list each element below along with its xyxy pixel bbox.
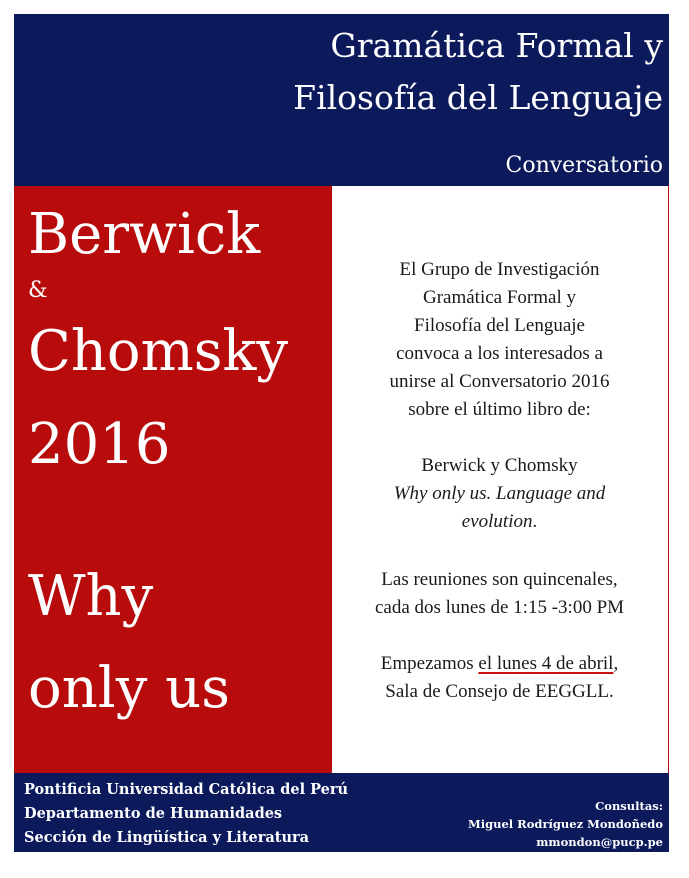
title-line-1: Gramática Formal y bbox=[330, 26, 663, 65]
year: 2016 bbox=[28, 412, 171, 477]
book-title-line-2: only us bbox=[28, 656, 230, 721]
schedule-paragraph bbox=[332, 566, 667, 622]
intro-line: unirse al Conversatorio 2016 bbox=[389, 371, 610, 392]
author-name-2: Chomsky bbox=[28, 319, 289, 384]
start-suffix: , bbox=[613, 653, 619, 674]
contact-label: Consultas: bbox=[595, 799, 663, 813]
intro-line: sobre el último libro de: bbox=[408, 399, 591, 420]
book-title-period: . bbox=[532, 511, 538, 532]
department-name: Departamento de Humanidades bbox=[24, 805, 283, 822]
poster bbox=[14, 14, 669, 852]
right-panel bbox=[332, 186, 669, 773]
intro-paragraph bbox=[332, 256, 667, 424]
start-paragraph bbox=[332, 650, 667, 706]
venue: Sala de Consejo de EEGGLL. bbox=[385, 681, 614, 702]
institution-block bbox=[24, 778, 348, 850]
title-line-2: Filosofía del Lenguaje bbox=[293, 78, 663, 117]
author-name-1: Berwick bbox=[28, 202, 261, 267]
book-reference bbox=[332, 452, 667, 536]
book-title-line-2-wrap bbox=[332, 508, 667, 536]
schedule-line-2: cada dos lunes de 1:15 -3:00 PM bbox=[374, 597, 625, 618]
start-date: el lunes 4 de abril bbox=[478, 653, 614, 674]
intro-line: Gramática Formal y bbox=[422, 287, 576, 308]
contact-name: Miguel Rodríguez Mondoñedo bbox=[467, 817, 663, 831]
intro-line: convoca a los interesados a bbox=[396, 343, 603, 364]
university-name: Pontificia Universidad Católica del Perú bbox=[24, 781, 349, 798]
contact-block bbox=[468, 797, 663, 851]
subtitle: Conversatorio bbox=[505, 153, 663, 178]
left-panel bbox=[14, 186, 332, 773]
footer-banner bbox=[14, 773, 669, 852]
contact-email: mmondon@pucp.pe bbox=[536, 835, 663, 849]
intro-line: El Grupo de Investigación bbox=[399, 259, 600, 280]
start-line bbox=[332, 650, 667, 678]
intro-line: Filosofía del Lenguaje bbox=[414, 315, 585, 336]
schedule-line-1: Las reuniones son quincenales, bbox=[381, 569, 618, 590]
start-prefix: Empezamos bbox=[380, 653, 479, 674]
book-authors: Berwick y Chomsky bbox=[421, 455, 578, 476]
book-title-line-1: Why bbox=[28, 564, 154, 629]
section-name: Sección de Lingüística y Literatura bbox=[24, 829, 310, 846]
ampersand: & bbox=[28, 278, 48, 303]
book-title-line-1-italic: Why only us. Language and bbox=[393, 483, 606, 504]
header-banner bbox=[14, 14, 669, 186]
book-title-line-2-italic: evolution bbox=[461, 511, 533, 532]
